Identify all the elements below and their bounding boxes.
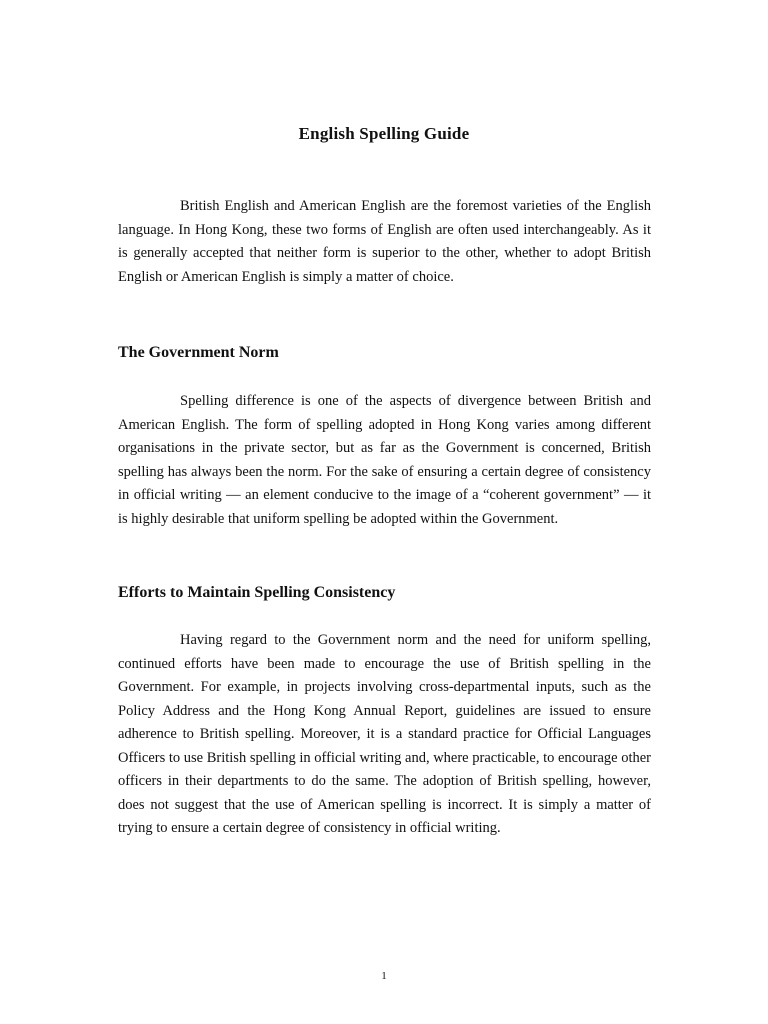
intro-paragraph: British English and American English are the foremost varieties of the English language. In Hong Kong, these two forms of English are often used interchangeably. As it is generally accepted that neither form is superior to the other, whether to adopt British English or American English is simply a matter of choice.	[118, 198, 651, 285]
section-heading-government-norm: The Government Norm	[118, 344, 279, 361]
document-title: English Spelling Guide	[298, 124, 470, 143]
section-paragraph-government-norm: Spelling difference is one of the aspects of divergence between British and American English. The form of spelling adopted in Hong Kong varies among different organisations in the private sector, but as far as the Government is concerned, British spelling has always been the norm. For the sake of ensuring a certain degree of consistency in official writing — an element conducive to the image of a “coherent government” — it is highly desirable that uniform spelling be adopted within the Government.	[118, 393, 651, 527]
section-heading-spelling-consistency: Efforts to Maintain Spelling Consistency	[118, 584, 396, 601]
section-paragraph-spelling-consistency: Having regard to the Government norm and the need for uniform spelling, continued efforts have been made to encourage the use of British spelling in the Government. For example, in projects involving cross-departmental inputs, such as the Policy Address and the Hong Kong Annual Report, guidelines are issued to ensure adherence to British spelling. Moreover, it is a standard practice for Official Languages Officers to use British spelling in official writing and, where practicable, to encourage other officers in their departments to do the same. The adoption of British spelling, however, does not suggest that the use of American spelling is incorrect. It is simply a matter of trying to ensure a certain degree of consistency in official writing.	[118, 632, 651, 836]
page-number: 1	[381, 970, 387, 982]
